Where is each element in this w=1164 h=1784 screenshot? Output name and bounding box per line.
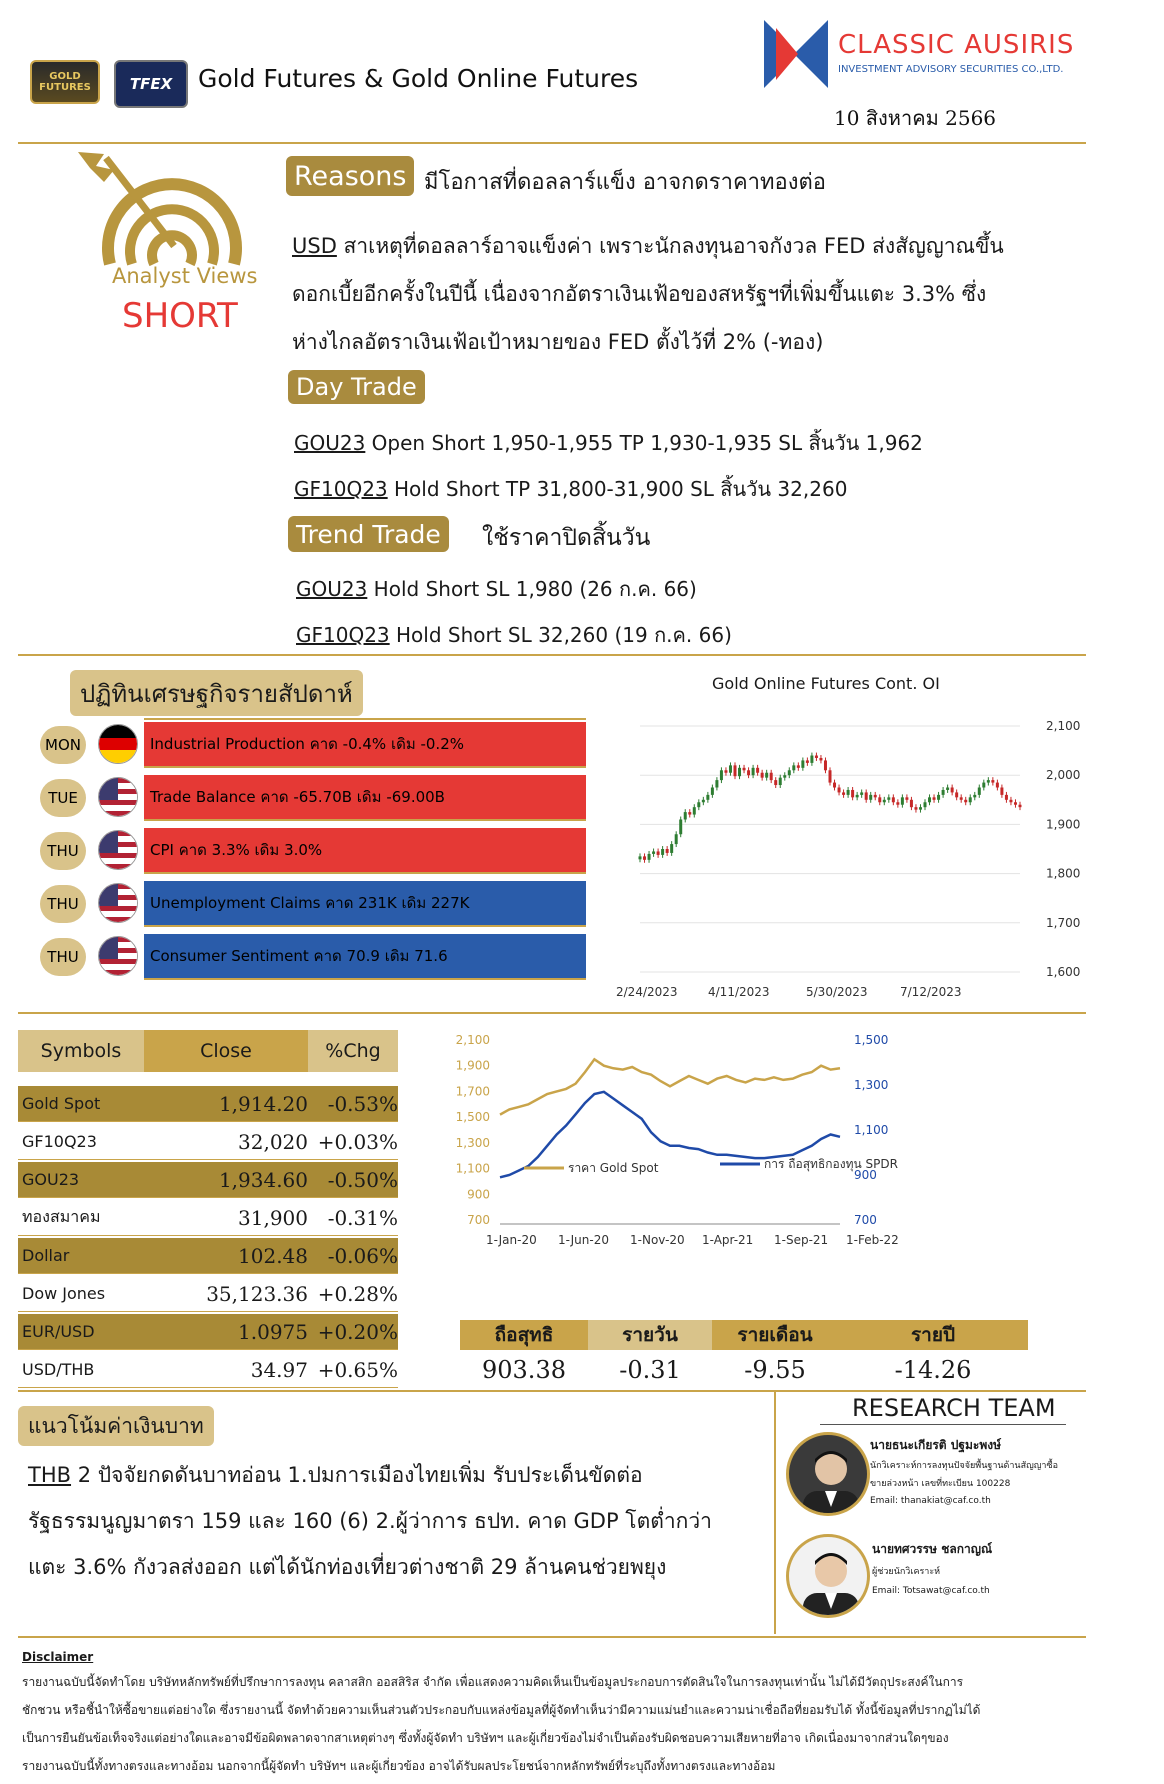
reasons-tag: Reasons — [286, 156, 414, 196]
candle — [693, 807, 696, 814]
x-tick-label: 1-Sep-21 — [774, 1233, 829, 1247]
candle — [1014, 802, 1017, 804]
quote-close: 34.97 — [250, 1357, 308, 1382]
x-tick-label: 1-Nov-20 — [630, 1233, 685, 1247]
y-left-tick-label: 1,700 — [455, 1084, 490, 1099]
y-left-tick-label: 1,300 — [455, 1135, 490, 1150]
quote-row — [18, 1314, 398, 1350]
quote-row — [18, 1238, 398, 1274]
candle — [783, 775, 786, 777]
candle — [860, 792, 863, 794]
gold-vs-spdr-chart — [440, 1024, 1040, 1294]
y-left-tick-label: 1,500 — [455, 1110, 490, 1125]
candle — [924, 802, 927, 807]
reasons-line-2: ดอกเบี้ยอีกครั้งในปีนี้ เนื่องจากอัตราเงินเฟ้อของสหรัฐฯที่เพิ่มขึ้นแตะ 3.3% ซึ่ง — [292, 282, 987, 306]
quote-symbol: Dow Jones — [22, 1284, 106, 1303]
candle — [1000, 788, 1003, 795]
divider-mid-3 — [18, 1390, 1086, 1392]
candle — [688, 812, 691, 814]
candle — [788, 770, 791, 775]
event-day: THU — [40, 832, 86, 870]
event-row: CPI คาด 3.3% เดิม 3.0% — [144, 828, 586, 874]
event-day: THU — [40, 885, 86, 923]
x-tick-label: 7/12/2023 — [900, 985, 962, 999]
x-tick-label: 1-Feb-22 — [846, 1233, 899, 1247]
member-role: ผู้ช่วยนักวิเคราะห์ — [872, 1567, 941, 1577]
candle — [770, 773, 773, 780]
y-right-tick-label: 1,300 — [854, 1078, 889, 1092]
gold-futures-logo: GOLD FUTURES — [30, 60, 100, 104]
member-email: Email: thanakiat@caf.co.th — [870, 1496, 991, 1506]
candle — [951, 788, 954, 793]
trade-text: Open Short 1,950-1,955 TP 1,930-1,935 SL สิ้นวัน 1,962 — [365, 431, 923, 455]
quote-change: +0.03% — [317, 1129, 398, 1154]
calendar-top-rule — [144, 718, 586, 720]
candle — [928, 797, 931, 802]
y-left-tick-label: 1,100 — [455, 1161, 490, 1176]
trade-symbol: GOU23 — [296, 577, 368, 601]
candle — [856, 795, 859, 797]
candle — [720, 770, 723, 780]
quote-close: 102.48 — [238, 1243, 308, 1268]
col-close: Close — [144, 1030, 308, 1072]
trend-trade-item — [296, 612, 732, 658]
x-tick-label: 1-Jan-20 — [486, 1233, 537, 1247]
divider-top — [18, 142, 1086, 144]
candle — [747, 770, 750, 775]
avatar — [786, 1432, 870, 1516]
col-symbols: Symbols — [40, 1040, 122, 1062]
analyst-views-label: Analyst Views — [112, 264, 258, 288]
candle — [824, 760, 827, 770]
quote-change: -0.50% — [327, 1167, 398, 1192]
candle — [679, 819, 682, 834]
divider-bottom — [18, 1636, 1086, 1638]
y-left-tick-label: 900 — [467, 1187, 490, 1202]
event-row: Unemployment Claims คาด 231K เดิม 227K — [144, 881, 586, 927]
y-right-tick-label: 1,500 — [854, 1033, 889, 1047]
candle — [675, 834, 678, 844]
divider-mid-1 — [18, 654, 1086, 656]
y-tick-label: 1,600 — [1046, 965, 1081, 979]
candle — [819, 758, 822, 760]
disclaimer-body — [22, 1668, 1142, 1780]
y-tick-label: 2,000 — [1046, 768, 1081, 783]
candle — [652, 851, 655, 853]
quote-close: 35,123.36 — [206, 1281, 308, 1306]
divider-mid-2 — [18, 1012, 1086, 1014]
candle — [648, 854, 651, 860]
stat-monthly: -9.55 — [744, 1356, 806, 1384]
event-row: Industrial Production คาด -0.4% เดิม -0.2% — [144, 722, 586, 768]
reasons-body — [292, 222, 1102, 366]
report-date: 10 สิงหาคม 2566 — [834, 106, 997, 130]
candle — [847, 790, 850, 795]
member-role: นักวิเคราะห์การลงทุนปัจจัยพื้นฐานด้านสัญญาซื้อ — [870, 1461, 1058, 1471]
candle — [865, 792, 868, 799]
candle — [851, 790, 854, 797]
legend-label: การ ถือสุทธิกองทุน SPDR — [764, 1157, 898, 1171]
candle — [869, 795, 872, 800]
quote-row — [18, 1124, 398, 1160]
member-email: Email: Totsawat@caf.co.th — [872, 1586, 990, 1596]
col-chg: %Chg — [325, 1040, 381, 1062]
trade-symbol: GF10Q23 — [294, 477, 388, 501]
y-left-tick-label: 700 — [467, 1213, 490, 1227]
candle — [978, 788, 981, 795]
target-icon — [70, 146, 266, 276]
x-tick-label: 4/11/2023 — [708, 985, 770, 999]
event-day: TUE — [40, 779, 86, 817]
quote-row — [18, 1086, 398, 1122]
candle — [761, 773, 764, 778]
quote-row — [18, 1162, 398, 1198]
trade-symbol: GF10Q23 — [296, 623, 390, 647]
candle — [969, 797, 972, 802]
thb-tag: แนวโน้มค่าเงินบาท — [18, 1406, 214, 1446]
trend-trade-note: ใช้ราคาปิดสิ้นวัน — [482, 525, 651, 551]
gold-spot-line — [500, 1059, 840, 1114]
candle — [1009, 800, 1012, 802]
member-name: นายทศวรรษ ชลกาญณ์ — [872, 1542, 993, 1556]
candle — [829, 770, 832, 782]
disclaimer-line: ชักชวน หรือชี้นำให้ซื้อขายแต่อย่างใด ซึ่งรายงานนี้ จัดทำด้วยความเห็นส่วนตัวประกอบกับแหล่งข้อมูลที่ผู้จัดทำเห็นว่ามีความแม่นยำและความน่าเชื่อถือที่ยอมรับได้ ทั้งนี้ข้อมูลที่ปรากฏไม่ได้ — [22, 1703, 981, 1717]
disclaimer-title: Disclaimer — [22, 1650, 94, 1664]
analyst-position: SHORT — [122, 296, 238, 336]
day-trade-item — [294, 466, 923, 512]
stat-header-daily: รายวัน — [588, 1320, 712, 1350]
candle — [905, 797, 908, 799]
oi-candlestick-chart — [600, 700, 1090, 1000]
y-left-tick-label: 2,100 — [455, 1033, 490, 1047]
germany-flag — [98, 724, 138, 764]
quote-change: +0.20% — [317, 1319, 398, 1344]
candle — [711, 788, 714, 795]
us-flag — [98, 777, 138, 817]
candle — [996, 783, 999, 788]
tfex-logo: TFEX — [114, 60, 188, 108]
candle — [697, 802, 700, 807]
day-trade-tag: Day Trade — [288, 370, 425, 404]
candle — [684, 812, 687, 819]
research-divider-vertical — [774, 1392, 776, 1634]
candle — [892, 797, 895, 802]
quote-symbol: USD/THB — [22, 1360, 95, 1379]
quote-close: 1,934.60 — [218, 1167, 308, 1192]
day-trade-list — [294, 420, 923, 512]
candle — [702, 800, 705, 802]
y-tick-label: 1,700 — [1046, 915, 1081, 930]
candle — [946, 788, 949, 790]
candle — [883, 800, 886, 802]
thb-line-2: รัฐธรรมนูญมาตรา 159 และ 160 (6) 2.ผู้ว่าการ ธปท. คาด GDP โตต่ำกว่า — [28, 1509, 712, 1533]
thb-line-3: แตะ 3.6% กังวลส่งออก แต่ได้นักท่องเที่ยวต่างชาติ 29 ล้านคนช่วยพยุง — [28, 1555, 667, 1579]
candle — [797, 765, 800, 767]
x-tick-label: 1-Apr-21 — [702, 1233, 754, 1247]
candle — [838, 788, 841, 793]
candle — [964, 800, 967, 802]
candle — [765, 773, 768, 778]
event-day: THU — [40, 938, 86, 976]
y-left-tick-label: 1,900 — [455, 1058, 490, 1073]
x-tick-label: 1-Jun-20 — [558, 1233, 609, 1247]
quote-close: 31,900 — [238, 1205, 308, 1230]
trend-trade-item — [296, 566, 732, 612]
trade-text: Hold Short SL 32,260 (19 ก.ค. 66) — [389, 623, 732, 647]
candle — [1005, 795, 1008, 800]
quote-change: -0.53% — [327, 1091, 398, 1116]
event-day: MON — [40, 726, 86, 764]
candle — [779, 778, 782, 785]
candle — [806, 760, 809, 762]
stat-header-holdings: ถือสุทธิ — [460, 1320, 588, 1350]
y-tick-label: 1,800 — [1046, 866, 1081, 881]
reasons-line-1: สาเหตุที่ดอลลาร์อาจแข็งค่า เพราะนักลงทุนอาจกังวล FED ส่งสัญญาณขึ้น — [336, 234, 1004, 258]
report-title: Gold Futures & Gold Online Futures — [198, 64, 639, 93]
us-flag — [98, 883, 138, 923]
legend-label: ราคา Gold Spot — [568, 1161, 659, 1175]
candle — [982, 783, 985, 788]
candle — [955, 792, 958, 797]
quote-change: -0.31% — [327, 1205, 398, 1230]
quote-row — [18, 1352, 398, 1388]
stat-yearly: -14.26 — [894, 1356, 972, 1384]
candle — [987, 780, 990, 782]
candle — [991, 780, 994, 782]
quote-change: +0.28% — [317, 1281, 398, 1306]
candle — [743, 768, 746, 770]
candle — [666, 849, 669, 853]
trade-text: Hold Short SL 1,980 (26 ก.ค. 66) — [367, 577, 697, 601]
candle — [942, 790, 945, 795]
day-trade-item — [294, 420, 923, 466]
stat-header-monthly: รายเดือน — [712, 1320, 838, 1350]
quote-change: -0.06% — [327, 1243, 398, 1268]
stat-holdings: 903.38 — [482, 1356, 566, 1384]
candle — [643, 856, 646, 859]
thb-lead: THB — [28, 1463, 72, 1487]
y-right-tick-label: 900 — [854, 1168, 877, 1182]
us-flag — [98, 936, 138, 976]
candle — [914, 807, 917, 809]
candle — [833, 783, 836, 788]
quote-change: +0.65% — [317, 1357, 398, 1382]
quote-close: 1.0975 — [238, 1319, 308, 1344]
trade-text: Hold Short TP 31,800-31,900 SL สิ้นวัน 32,260 — [387, 477, 848, 501]
candle — [887, 797, 890, 799]
trend-trade-tag: Trend Trade — [288, 516, 449, 552]
disclaimer-line: เป็นการยืนยันข้อเท็จจริงแต่อย่างใดและอาจมีข้อผิดพลาดจากสาเหตุต่างๆ ซึ่งทั้งผู้จัดทำ บริษัทฯ และผู้เกี่ยวข้องไม่จำเป็นต้องรับผิดชอบความเสียหายที่อาจ เกิดเนื่องมาจากส่วนใดๆของ — [22, 1731, 949, 1745]
thb-body — [28, 1452, 768, 1590]
candle — [933, 797, 936, 799]
trade-symbol: GOU23 — [294, 431, 366, 455]
candle — [729, 765, 732, 772]
calendar-title: ปฏิทินเศรษฐกิจรายสัปดาห์ — [70, 670, 363, 716]
member-role-2: ขายล่วงหน้า เลขที่ทะเบียน 100228 — [870, 1479, 1011, 1489]
candle — [706, 795, 709, 800]
research-title-rule — [820, 1424, 1066, 1425]
y-right-tick-label: 1,100 — [854, 1123, 889, 1137]
quote-symbol: Dollar — [22, 1246, 70, 1265]
us-flag — [98, 830, 138, 870]
oi-chart-title: Gold Online Futures Cont. OI — [712, 674, 940, 693]
candle — [919, 807, 922, 809]
disclaimer-line: รายงานฉบับนี้จัดทำโดย บริษัทหลักทรัพย์ที่ปรึกษาการลงทุน คลาสสิก ออสสิริส จำกัด เพื่อแสดงความคิดเห็นเป็นข้อมูลประกอบการตัดสินใจในการลงทุนเท่านั้น ไม่ได้มีวัตถุประสงค์ในการ — [22, 1675, 964, 1689]
x-tick-label: 2/24/2023 — [616, 985, 678, 999]
candle — [842, 792, 845, 794]
candle — [639, 856, 642, 859]
event-row: Consumer Sentiment คาด 70.9 เดิม 71.6 — [144, 934, 586, 980]
candle — [756, 768, 759, 773]
candle — [734, 765, 737, 776]
thb-line-1: 2 ปัจจัยกดดันบาทอ่อน 1.ปมการเมืองไทยเพิ่ม รับประเด็นขัดต่อ — [71, 1463, 643, 1487]
quote-symbol: Gold Spot — [22, 1094, 101, 1113]
reasons-line-3: ห่างไกลอัตราเงินเฟ้อเป้าหมายของ FED ตั้งไว้ที่ 2% (-ทอง) — [292, 330, 824, 354]
stat-header-yearly: รายปี — [838, 1320, 1028, 1350]
candle — [801, 760, 804, 767]
company-name: CLASSIC AUSIRIS — [838, 30, 1075, 60]
quote-symbol: ทองสมาคม — [22, 1207, 101, 1226]
y-tick-label: 2,100 — [1046, 719, 1081, 733]
candle — [661, 849, 664, 855]
candle — [792, 765, 795, 770]
candle — [1019, 805, 1022, 807]
event-row: Trade Balance คาด -65.70B เดิม -69.00B — [144, 775, 586, 821]
quote-row — [18, 1276, 398, 1312]
quote-close: 32,020 — [238, 1129, 308, 1154]
candle — [752, 768, 755, 775]
candle — [937, 795, 940, 800]
quote-row — [18, 1200, 398, 1236]
avatar — [786, 1534, 870, 1618]
company-subtitle: INVESTMENT ADVISORY SECURITIES CO.,LTD. — [838, 64, 1064, 75]
candle — [738, 768, 741, 776]
candle — [715, 780, 718, 787]
candle — [973, 795, 976, 797]
candle — [896, 802, 899, 804]
member-name: นายธนะเกียรติ ปฐมะพงษ์ — [870, 1438, 1002, 1452]
reasons-lead: USD — [292, 234, 337, 258]
quote-symbol: GOU23 — [22, 1170, 80, 1189]
candle — [878, 797, 881, 802]
y-tick-label: 1,900 — [1046, 817, 1081, 832]
company-logo-mark — [764, 20, 828, 88]
research-title: RESEARCH TEAM — [852, 1394, 1056, 1422]
candle — [910, 800, 913, 807]
candle — [960, 797, 963, 799]
quote-symbol: GF10Q23 — [22, 1132, 97, 1151]
trend-trade-list — [296, 566, 732, 658]
reasons-headline: มีโอกาสที่ดอลลาร์แข็ง อาจกดราคาทองต่อ — [424, 170, 826, 195]
y-right-tick-label: 700 — [854, 1213, 877, 1227]
quotes-header — [18, 1030, 398, 1072]
quote-symbol: EUR/USD — [22, 1322, 95, 1341]
candle — [724, 770, 727, 772]
candle — [810, 756, 813, 763]
candle — [774, 780, 777, 785]
candle — [815, 756, 818, 758]
candle — [670, 844, 673, 853]
disclaimer-line: รายงานฉบับนี้ทั้งทางตรงและทางอ้อม นอกจากนี้ผู้จัดทำ บริษัทฯ และผู้เกี่ยวข้อง อาจได้รับผลประโยชน์จากหลักทรัพย์ที่ระบุถึงทั้งทางตรงและทางอ้อม — [22, 1759, 776, 1773]
candle — [901, 797, 904, 804]
stat-daily: -0.31 — [619, 1356, 681, 1384]
quote-close: 1,914.20 — [218, 1091, 308, 1116]
candle — [874, 795, 877, 797]
x-tick-label: 5/30/2023 — [806, 985, 868, 999]
candle — [657, 851, 660, 854]
